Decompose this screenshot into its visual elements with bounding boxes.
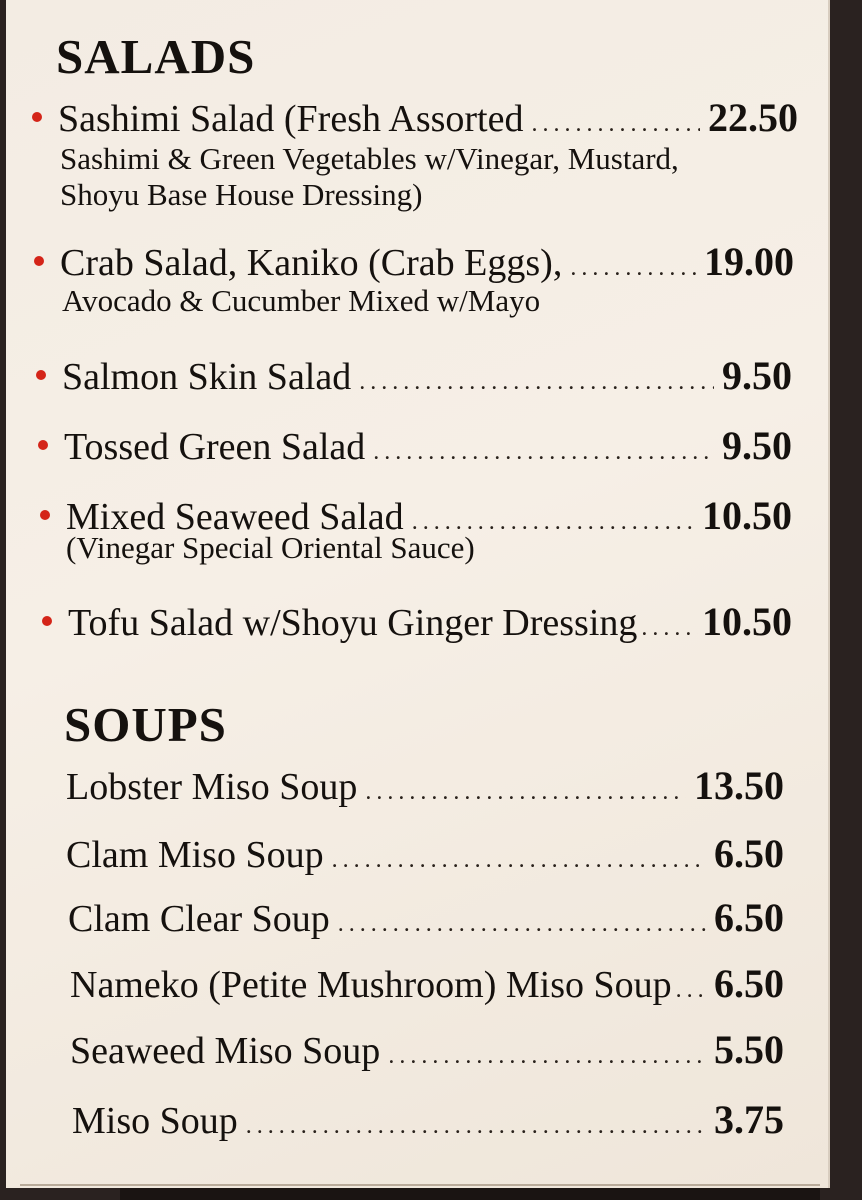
item-description: [62, 283, 540, 319]
item-name: Miso Soup: [72, 1100, 238, 1142]
item-price: 9.50: [722, 423, 792, 468]
item-price: 3.75: [714, 1097, 784, 1142]
bullet-icon: [36, 370, 46, 380]
menu-item-clam-clear-soup: [68, 894, 784, 941]
page-shadow: [120, 1188, 820, 1200]
leader-dots: [246, 1113, 706, 1140]
item-description: [66, 530, 475, 566]
menu-item-salmon-skin-salad: [62, 352, 792, 399]
item-price: 22.50: [708, 95, 798, 140]
item-price: 10.50: [702, 599, 792, 644]
menu-item-seaweed-miso-soup: [70, 1026, 784, 1073]
description-line: Sashimi & Green Vegetables w/Vinegar, Mustard,: [60, 141, 679, 176]
leader-dots: [373, 439, 714, 466]
item-name: Crab Salad, Kaniko (Crab Eggs),: [60, 242, 563, 284]
item-name: Tossed Green Salad: [64, 426, 366, 468]
item-price: 13.50: [694, 763, 784, 808]
description-line: Shoyu Base House Dressing): [60, 177, 423, 212]
bullet-icon: [34, 256, 44, 266]
leader-dots: [641, 615, 698, 642]
item-price: 6.50: [714, 961, 784, 1006]
soups-heading: SOUPS: [64, 697, 227, 752]
leader-dots: [570, 255, 696, 282]
item-name: Lobster Miso Soup: [66, 766, 358, 808]
leader-dots: [359, 369, 714, 396]
page-edge-line: [20, 1184, 820, 1186]
menu-item-tofu-salad: [68, 598, 792, 645]
salads-heading: SALADS: [56, 29, 256, 84]
leader-dots: [365, 779, 686, 806]
item-name: Tofu Salad w/Shoyu Ginger Dressing: [68, 602, 638, 644]
bullet-icon: [40, 510, 50, 520]
menu-item-crab-salad: [60, 238, 794, 285]
leader-dots: [338, 911, 706, 938]
item-description: [60, 141, 679, 213]
item-price: 6.50: [714, 831, 784, 876]
menu-item-clam-miso-soup: [66, 830, 784, 877]
item-price: 10.50: [702, 493, 792, 538]
menu-item-sashimi-salad: [58, 94, 798, 141]
item-price: 6.50: [714, 895, 784, 940]
bullet-icon: [42, 616, 52, 626]
item-name: Seaweed Miso Soup: [70, 1030, 381, 1072]
description-line: (Vinegar Special Oriental Sauce): [66, 530, 475, 565]
item-price: 5.50: [714, 1027, 784, 1072]
bullet-icon: [38, 440, 48, 450]
item-name: Clam Miso Soup: [66, 834, 324, 876]
menu-page: [6, 0, 830, 1188]
leader-dots: [332, 847, 706, 874]
item-price: 19.00: [704, 239, 794, 284]
item-name: Salmon Skin Salad: [62, 356, 352, 398]
item-name: Nameko (Petite Mushroom) Miso Soup: [70, 964, 672, 1006]
item-name: Clam Clear Soup: [68, 898, 330, 940]
leader-dots: [676, 977, 710, 1004]
menu-item-miso-soup: [72, 1096, 784, 1143]
menu-item-tossed-green-salad: [64, 422, 792, 469]
menu-item-lobster-miso-soup: [66, 762, 784, 809]
leader-dots: [388, 1043, 706, 1070]
menu-item-nameko-miso-soup: [70, 960, 784, 1007]
description-line: Avocado & Cucumber Mixed w/Mayo: [62, 283, 541, 318]
leader-dots: [531, 111, 700, 138]
item-price: 9.50: [722, 353, 792, 398]
item-name: Sashimi Salad (Fresh Assorted: [58, 98, 524, 140]
bullet-icon: [32, 112, 42, 122]
item-name: Mixed Seaweed Salad: [66, 496, 404, 538]
